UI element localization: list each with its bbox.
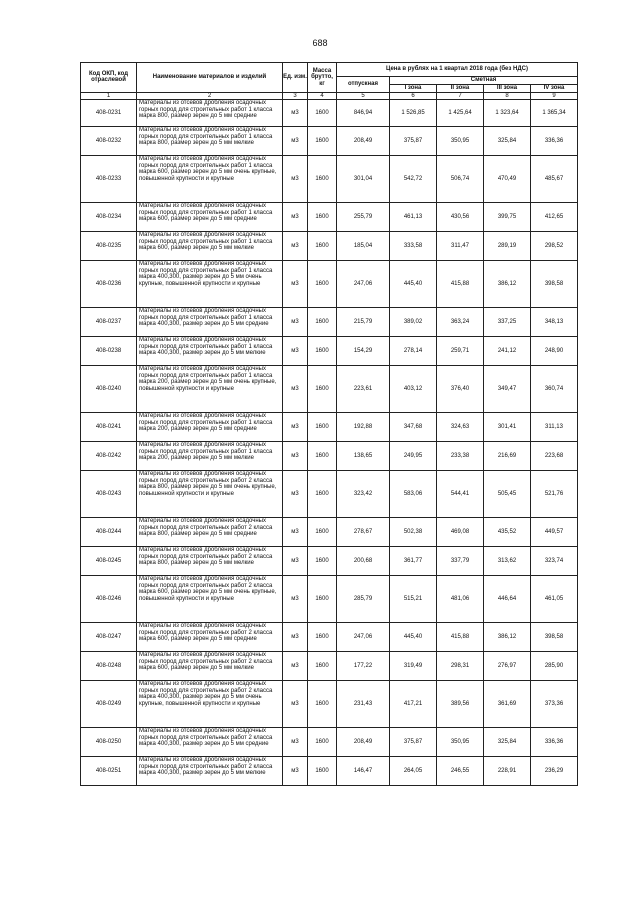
row-unit: м3 — [283, 471, 308, 518]
row-release-price: 185,04 — [337, 232, 390, 261]
row-unit: м3 — [283, 518, 308, 547]
row-zone2-price: 246,55 — [437, 757, 484, 786]
row-unit: м3 — [283, 203, 308, 232]
row-zone3-price: 1 323,64 — [484, 100, 531, 127]
row-zone2-price: 469,08 — [437, 518, 484, 547]
row-zone3-price: 399,75 — [484, 203, 531, 232]
row-zone1-price: 403,12 — [390, 366, 437, 413]
row-release-price: 138,65 — [337, 442, 390, 471]
table-row — [81, 728, 578, 757]
row-name: Материалы из отсевов дробления осадочных горных пород для строительных работ 1 класса марка 600, размер зерен до 5 мм мелкие — [137, 232, 283, 261]
row-zone4-price: 521,76 — [531, 471, 578, 518]
row-zone1-price: 333,58 — [390, 232, 437, 261]
row-zone2-price: 363,24 — [437, 308, 484, 337]
row-zone3-price: 505,45 — [484, 471, 531, 518]
row-release-price: 285,79 — [337, 576, 390, 623]
column-number: 3 — [283, 92, 308, 100]
header-code: Код ОКП, код отраслевой — [81, 63, 137, 93]
row-release-price: 223,61 — [337, 366, 390, 413]
header-estimate: Сметная — [390, 77, 578, 85]
row-zone3-price: 313,62 — [484, 547, 531, 576]
table-row — [81, 232, 578, 261]
row-zone3-price: 216,69 — [484, 442, 531, 471]
row-zone4-price: 360,74 — [531, 366, 578, 413]
row-release-price: 154,29 — [337, 337, 390, 366]
row-name: Материалы из отсевов дробления осадочных горных пород для строительных работ 2 класса марка 400,300, размер зерен до 5 мм очень крупные, повышенной крупности и крупные — [137, 681, 283, 728]
row-zone3-price: 301,41 — [484, 413, 531, 442]
row-name: Материалы из отсевов дробления осадочных горных пород для строительных работ 2 класса марка 600, размер зерен до 5 мм очень крупные, повышенной крупности и крупные — [137, 576, 283, 623]
row-zone1-price: 389,02 — [390, 308, 437, 337]
row-mass: 1600 — [308, 127, 337, 156]
row-unit: м3 — [283, 728, 308, 757]
header-mass: Масса брутто, кг — [308, 63, 337, 93]
row-code: 408-0248 — [81, 652, 137, 681]
row-zone2-price: 415,88 — [437, 261, 484, 308]
row-code: 408-0241 — [81, 413, 137, 442]
row-name: Материалы из отсевов дробления осадочных горных пород для строительных работ 2 класса марка 800, размер зерен до 5 мм очень крупные, повышенной крупности и крупные — [137, 471, 283, 518]
row-mass: 1600 — [308, 623, 337, 652]
table-row — [81, 471, 578, 518]
row-code: 408-0243 — [81, 471, 137, 518]
row-release-price: 846,94 — [337, 100, 390, 127]
row-release-price: 323,42 — [337, 471, 390, 518]
row-zone2-price: 481,06 — [437, 576, 484, 623]
table-row — [81, 308, 578, 337]
row-mass: 1600 — [308, 728, 337, 757]
table-row — [81, 576, 578, 623]
row-unit: м3 — [283, 576, 308, 623]
column-number: 7 — [437, 92, 484, 100]
row-name: Материалы из отсевов дробления осадочных горных пород для строительных работ 2 класса марка 600, размер зерен до 5 мм средние — [137, 623, 283, 652]
row-release-price: 146,47 — [337, 757, 390, 786]
table-row — [81, 337, 578, 366]
row-zone2-price: 298,31 — [437, 652, 484, 681]
table-row — [81, 413, 578, 442]
row-code: 408-0244 — [81, 518, 137, 547]
row-code: 408-0231 — [81, 100, 137, 127]
row-zone2-price: 259,71 — [437, 337, 484, 366]
row-release-price: 255,79 — [337, 203, 390, 232]
row-mass: 1600 — [308, 442, 337, 471]
header-zone1: I зона — [390, 85, 437, 93]
row-release-price: 200,68 — [337, 547, 390, 576]
row-zone3-price: 435,52 — [484, 518, 531, 547]
row-zone3-price: 349,47 — [484, 366, 531, 413]
row-zone1-price: 445,40 — [390, 261, 437, 308]
row-unit: м3 — [283, 232, 308, 261]
row-zone4-price: 223,68 — [531, 442, 578, 471]
column-number: 9 — [531, 92, 578, 100]
row-name: Материалы из отсевов дробления осадочных горных пород для строительных работ 2 класса марка 400,300, размер зерен до 5 мм мелкие — [137, 757, 283, 786]
row-code: 408-0240 — [81, 366, 137, 413]
row-name: Материалы из отсевов дробления осадочных горных пород для строительных работ 1 класса марка 800, размер зерен до 5 мм средние — [137, 100, 283, 127]
row-mass: 1600 — [308, 308, 337, 337]
row-zone3-price: 289,19 — [484, 232, 531, 261]
row-zone2-price: 311,47 — [437, 232, 484, 261]
row-zone2-price: 1 425,64 — [437, 100, 484, 127]
row-zone4-price: 323,74 — [531, 547, 578, 576]
row-release-price: 301,04 — [337, 156, 390, 203]
row-mass: 1600 — [308, 518, 337, 547]
row-zone1-price: 375,87 — [390, 728, 437, 757]
row-zone4-price: 1 365,34 — [531, 100, 578, 127]
row-name: Материалы из отсевов дробления осадочных горных пород для строительных работ 1 класса марка 800, размер зерен до 5 мм мелкие — [137, 127, 283, 156]
row-name: Материалы из отсевов дробления осадочных горных пород для строительных работ 1 класса марка 400,300, размер зерен до 5 мм средние — [137, 308, 283, 337]
row-zone4-price: 485,67 — [531, 156, 578, 203]
row-name: Материалы из отсевов дробления осадочных горных пород для строительных работ 1 класса марка 400,300, размер зерен до 5 мм очень крупные, повышенной крупности и крупные — [137, 261, 283, 308]
row-unit: м3 — [283, 308, 308, 337]
header-unit: Ед. изм. — [283, 63, 308, 93]
column-number-row — [81, 92, 578, 100]
row-mass: 1600 — [308, 366, 337, 413]
row-zone1-price: 361,77 — [390, 547, 437, 576]
row-code: 408-0247 — [81, 623, 137, 652]
row-zone3-price: 276,97 — [484, 652, 531, 681]
header-zone3: III зона — [484, 85, 531, 93]
row-name: Материалы из отсевов дробления осадочных горных пород для строительных работ 2 класса марка 600, размер зерен до 5 мм мелкие — [137, 652, 283, 681]
row-zone2-price: 376,40 — [437, 366, 484, 413]
row-zone1-price: 347,68 — [390, 413, 437, 442]
row-zone1-price: 417,21 — [390, 681, 437, 728]
row-zone2-price: 350,95 — [437, 127, 484, 156]
row-code: 408-0233 — [81, 156, 137, 203]
row-code: 408-0236 — [81, 261, 137, 308]
row-mass: 1600 — [308, 261, 337, 308]
row-zone3-price: 386,12 — [484, 261, 531, 308]
row-zone4-price: 449,57 — [531, 518, 578, 547]
row-zone1-price: 249,95 — [390, 442, 437, 471]
row-code: 408-0250 — [81, 728, 137, 757]
row-name: Материалы из отсевов дробления осадочных горных пород для строительных работ 1 класса марка 200, размер зерен до 5 мм очень крупные, повышенной крупности и крупные — [137, 366, 283, 413]
row-mass: 1600 — [308, 681, 337, 728]
row-zone4-price: 348,13 — [531, 308, 578, 337]
row-zone4-price: 236,29 — [531, 757, 578, 786]
row-zone3-price: 325,84 — [484, 127, 531, 156]
row-mass: 1600 — [308, 203, 337, 232]
row-zone3-price: 325,84 — [484, 728, 531, 757]
row-unit: м3 — [283, 413, 308, 442]
row-zone2-price: 350,95 — [437, 728, 484, 757]
table-row — [81, 518, 578, 547]
row-mass: 1600 — [308, 471, 337, 518]
row-code: 408-0237 — [81, 308, 137, 337]
column-number: 2 — [137, 92, 283, 100]
row-zone2-price: 324,63 — [437, 413, 484, 442]
row-zone1-price: 375,87 — [390, 127, 437, 156]
row-release-price: 278,67 — [337, 518, 390, 547]
row-name: Материалы из отсевов дробления осадочных горных пород для строительных работ 2 класса марка 800, размер зерен до 5 мм средние — [137, 518, 283, 547]
row-release-price: 192,88 — [337, 413, 390, 442]
page-number: 688 — [312, 38, 328, 48]
row-zone1-price: 278,14 — [390, 337, 437, 366]
row-release-price: 177,22 — [337, 652, 390, 681]
row-zone1-price: 1 526,85 — [390, 100, 437, 127]
row-zone3-price: 470,49 — [484, 156, 531, 203]
row-code: 408-0232 — [81, 127, 137, 156]
row-zone2-price: 337,79 — [437, 547, 484, 576]
row-code: 408-0245 — [81, 547, 137, 576]
row-zone2-price: 430,56 — [437, 203, 484, 232]
row-unit: м3 — [283, 547, 308, 576]
row-zone3-price: 337,25 — [484, 308, 531, 337]
row-unit: м3 — [283, 681, 308, 728]
row-release-price: 215,79 — [337, 308, 390, 337]
row-unit: м3 — [283, 127, 308, 156]
table-row — [81, 261, 578, 308]
row-unit: м3 — [283, 261, 308, 308]
row-zone3-price: 446,64 — [484, 576, 531, 623]
row-zone1-price: 515,21 — [390, 576, 437, 623]
table-row — [81, 442, 578, 471]
row-mass: 1600 — [308, 337, 337, 366]
row-unit: м3 — [283, 757, 308, 786]
row-zone1-price: 542,72 — [390, 156, 437, 203]
row-zone3-price: 386,12 — [484, 623, 531, 652]
row-zone4-price: 285,90 — [531, 652, 578, 681]
row-zone3-price: 228,91 — [484, 757, 531, 786]
row-code: 408-0235 — [81, 232, 137, 261]
row-release-price: 231,43 — [337, 681, 390, 728]
row-name: Материалы из отсевов дробления осадочных горных пород для строительных работ 1 класса марка 600, размер зерен до 5 мм очень крупные, повышенной крупности и крупные — [137, 156, 283, 203]
row-unit: м3 — [283, 156, 308, 203]
row-mass: 1600 — [308, 652, 337, 681]
row-code: 408-0238 — [81, 337, 137, 366]
row-zone4-price: 461,05 — [531, 576, 578, 623]
row-code: 408-0242 — [81, 442, 137, 471]
row-name: Материалы из отсевов дробления осадочных горных пород для строительных работ 2 класса марка 800, размер зерен до 5 мм мелкие — [137, 547, 283, 576]
row-zone4-price: 398,58 — [531, 261, 578, 308]
row-unit: м3 — [283, 652, 308, 681]
table-row — [81, 757, 578, 786]
row-mass: 1600 — [308, 100, 337, 127]
header-release: отпускная — [337, 77, 390, 93]
header-price-group: Цена в рублях на 1 квартал 2018 года (без НДС) — [337, 63, 578, 77]
row-mass: 1600 — [308, 156, 337, 203]
row-zone1-price: 445,40 — [390, 623, 437, 652]
column-number: 4 — [308, 92, 337, 100]
table-row — [81, 127, 578, 156]
table-row — [81, 100, 578, 127]
row-zone4-price: 336,36 — [531, 127, 578, 156]
row-zone1-price: 319,49 — [390, 652, 437, 681]
row-unit: м3 — [283, 100, 308, 127]
row-release-price: 208,49 — [337, 728, 390, 757]
table-row — [81, 203, 578, 232]
row-unit: м3 — [283, 623, 308, 652]
row-zone4-price: 336,36 — [531, 728, 578, 757]
row-zone1-price: 583,06 — [390, 471, 437, 518]
row-name: Материалы из отсевов дробления осадочных горных пород для строительных работ 2 класса марка 400,300, размер зерен до 5 мм средние — [137, 728, 283, 757]
table-row — [81, 623, 578, 652]
row-zone4-price: 373,36 — [531, 681, 578, 728]
row-code: 408-0234 — [81, 203, 137, 232]
row-zone4-price: 298,52 — [531, 232, 578, 261]
row-code: 408-0249 — [81, 681, 137, 728]
row-name: Материалы из отсевов дробления осадочных горных пород для строительных работ 1 класса марка 600, размер зерен до 5 мм средние — [137, 203, 283, 232]
column-number: 6 — [390, 92, 437, 100]
row-zone4-price: 412,65 — [531, 203, 578, 232]
row-zone1-price: 461,13 — [390, 203, 437, 232]
header-zone2: II зона — [437, 85, 484, 93]
row-mass: 1600 — [308, 547, 337, 576]
row-zone3-price: 241,12 — [484, 337, 531, 366]
row-zone4-price: 248,90 — [531, 337, 578, 366]
row-zone4-price: 398,58 — [531, 623, 578, 652]
row-unit: м3 — [283, 442, 308, 471]
row-unit: м3 — [283, 337, 308, 366]
row-name: Материалы из отсевов дробления осадочных горных пород для строительных работ 1 класса марка 200, размер зерен до 5 мм средние — [137, 413, 283, 442]
column-number: 8 — [484, 92, 531, 100]
row-zone2-price: 506,74 — [437, 156, 484, 203]
header-zone4: IV зона — [531, 85, 578, 93]
row-zone2-price: 233,38 — [437, 442, 484, 471]
row-mass: 1600 — [308, 757, 337, 786]
row-release-price: 208,49 — [337, 127, 390, 156]
column-number: 5 — [337, 92, 390, 100]
header-name: Наименование материалов и изделий — [137, 63, 283, 93]
table-row — [81, 547, 578, 576]
row-zone1-price: 502,38 — [390, 518, 437, 547]
row-mass: 1600 — [308, 232, 337, 261]
table-row — [81, 681, 578, 728]
row-zone4-price: 311,13 — [531, 413, 578, 442]
row-zone2-price: 389,56 — [437, 681, 484, 728]
table-row — [81, 366, 578, 413]
row-zone2-price: 544,41 — [437, 471, 484, 518]
row-zone2-price: 415,88 — [437, 623, 484, 652]
row-zone3-price: 361,69 — [484, 681, 531, 728]
price-table — [80, 62, 578, 786]
row-code: 408-0251 — [81, 757, 137, 786]
row-release-price: 247,06 — [337, 623, 390, 652]
row-name: Материалы из отсевов дробления осадочных горных пород для строительных работ 1 класса марка 400,300, размер зерен до 5 мм мелкие — [137, 337, 283, 366]
row-name: Материалы из отсевов дробления осадочных горных пород для строительных работ 1 класса марка 200, размер зерен до 5 мм мелкие — [137, 442, 283, 471]
column-number: 1 — [81, 92, 137, 100]
row-release-price: 247,06 — [337, 261, 390, 308]
row-zone1-price: 264,05 — [390, 757, 437, 786]
row-code: 408-0246 — [81, 576, 137, 623]
row-mass: 1600 — [308, 413, 337, 442]
table-body — [81, 100, 578, 786]
row-mass: 1600 — [308, 576, 337, 623]
table-row — [81, 652, 578, 681]
table-row — [81, 156, 578, 203]
row-unit: м3 — [283, 366, 308, 413]
